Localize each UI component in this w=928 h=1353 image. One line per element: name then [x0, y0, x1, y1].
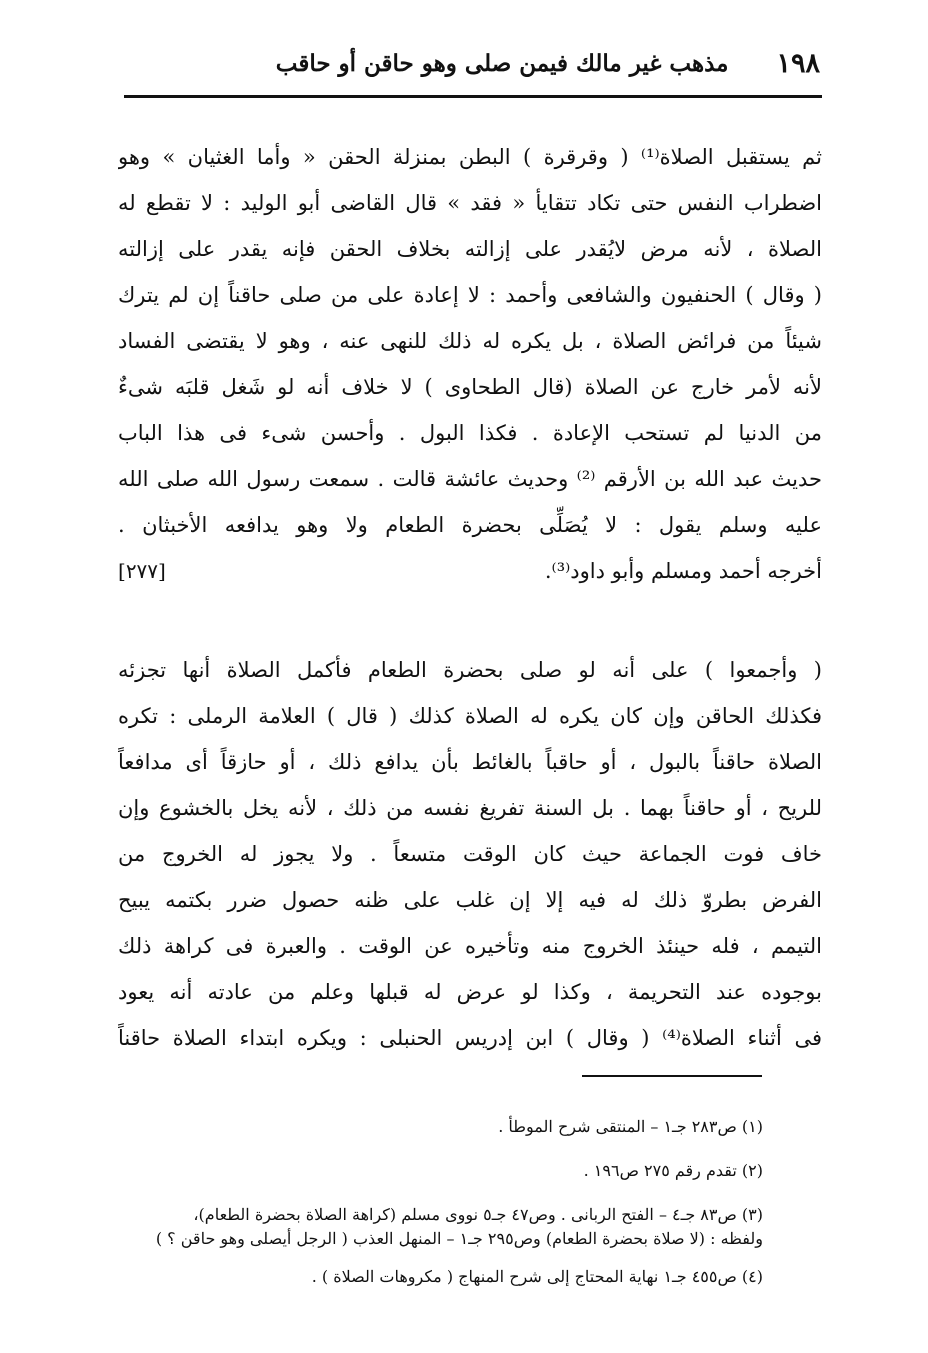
footnote-1: (١) ص٢٨٣ جـ١ – المنتقى شرح الموطأ .: [498, 1117, 763, 1136]
text-line: ( وأجمعوا ) على أنه لو صلى بحضرة الطعام فأكمل الصلاة أنها تجزئه: [118, 658, 822, 682]
text-line: من الدنيا لم تستحب الإعادة . فكذا البول . وأحسن شىء فى هذا الباب: [118, 421, 822, 445]
hadith-reference-number: [٢٧٧]: [118, 559, 166, 583]
running-title: مذهب غير مالك فيمن صلى وهو حاقن أو حاقب: [275, 49, 729, 77]
text-line: حديث عبد الله بن الأرقم ⁽²⁾ وحديث عائشة قالت . سمعت رسول الله صلى الله: [118, 467, 822, 491]
page-number: ١٩٨: [776, 47, 820, 79]
page-header: [120, 38, 820, 88]
footnote-3-line-1: (٣) ص٨٣ جـ٤ – الفتح الربانى . وص٤٧ جـ٥ نووى مسلم (كراهة الصلاة بحضرة الطعام)،: [193, 1205, 763, 1224]
text-line: ثم يستقبل الصلاة⁽¹⁾ ( وقرقرة ) البطن بمنزلة الحقن « وأما الغثيان » وهو: [118, 145, 822, 169]
text-line-content: أخرجه أحمد ومسلم وأبو داود⁽³⁾.: [544, 559, 822, 583]
footnote-3: [118, 1203, 763, 1251]
text-line: التيمم ، فله حينئذ الخروج منه وتأخيره عن الوقت . والعبرة فى كراهة ذلك: [118, 934, 822, 958]
text-line: الصلاة ، لأنه مرض لايُقدر على إزالته بخلاف الحقن فإنه يقدر على إزالته: [118, 237, 822, 261]
text-line: بوجوده عند التحريمة ، وكذا لو عرض له قبلها وعلم من عادته أنه يعود: [118, 980, 822, 1004]
text-line: فكذلك الحاقن وإن كان يكره له الصلاة كذلك ( قال ) العلامة الرملى : تكره: [118, 704, 822, 728]
text-line: فى أثناء الصلاة⁽⁴⁾ ( وقال ) ابن إدريس الحنبلى : ويكره ابتداء الصلاة حاقناً: [118, 1026, 822, 1050]
text-line: ( وقال ) الحنفيون والشافعى وأحمد : لا إعادة على من صلى حاقناً إن لم يترك: [118, 283, 822, 307]
footnote-separator: [582, 1075, 762, 1077]
text-line: الفرض بطروّ ذلك له فيه إلا إن غلب على ظنه حصول ضرر بكتمه يبيح: [118, 888, 822, 912]
footnotes: [118, 1115, 763, 1309]
text-line: خاف فوت الجماعة حيث كان الوقت متسعاً . ولا يجوز له الخروج من: [118, 842, 822, 866]
footnote-3-line-2: ولفظه : (لا صلاة بحضرة الطعام) وص٢٩٥ جـ١ – المنهل العذب ( الرجل أيصلى وهو حاقن ؟ ): [155, 1229, 763, 1248]
footnote-4: (٤) ص٤٥٥ جـ١ نهاية المحتاج إلى شرح المنهاج ( مكروهات الصلاة ) .: [311, 1267, 763, 1286]
paragraph-1: [118, 134, 822, 594]
text-line: للريح ، أو حاقناً بهما . بل السنة تفريغ نفسه من ذلك ، لأنه يخل بالخشوع وإن: [118, 796, 822, 820]
paragraph-2: [118, 647, 822, 1061]
text-line: شيئاً من فرائض الصلاة ، بل يكره له ذلك للنهى عنه ، وهو لا يقتضى الفساد: [118, 329, 822, 353]
text-line: [118, 548, 822, 594]
text-line: اضطراب النفس حتى تكاد تتقايأ « فقد » قال القاضى أبو الوليد : لا تقطع له: [118, 191, 822, 215]
text-line: الصلاة حاقناً بالبول ، أو حاقباً بالغائط بأن يدافع ذلك ، أو حازقاً أى مدافعاً: [118, 750, 822, 774]
header-rule: [124, 95, 822, 98]
text-line: لأنه لأمر خارج عن الصلاة (قال الطحاوى ) لا خلاف أنه لو شَغل قلبَه شىءٌ: [118, 375, 822, 399]
footnote-2: (٢) تقدم رقم ٢٧٥ ص١٩٦ .: [583, 1161, 763, 1180]
text-line: عليه وسلم يقول : لا يُصَلِّى بحضرة الطعام ولا وهو يدافعه الأخبثان .: [118, 513, 822, 537]
